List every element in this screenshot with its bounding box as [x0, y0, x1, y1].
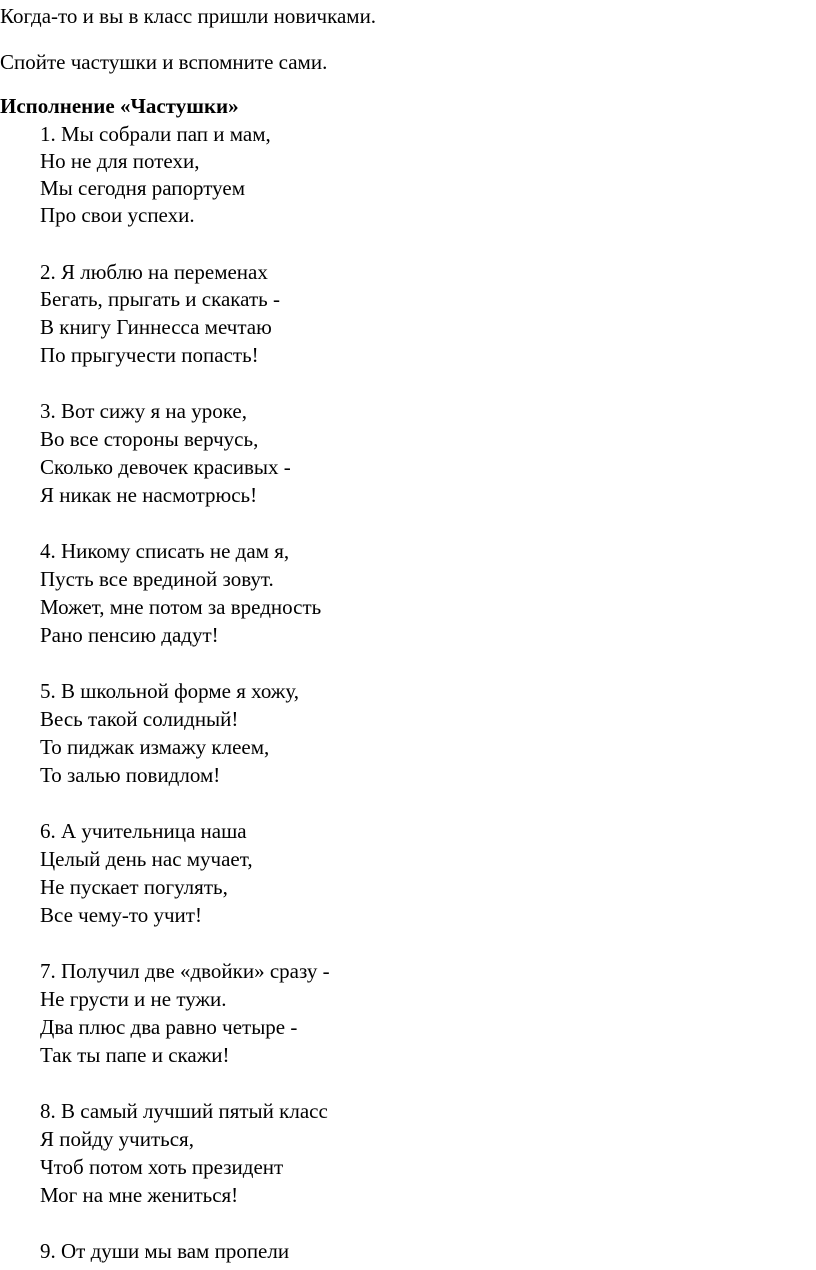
verse-line: 7. Получил две «двойки» сразу -: [40, 959, 330, 983]
verse-line: Два плюс два равно четыре -: [40, 1015, 298, 1039]
section-heading: Исполнение «Частушки»: [0, 94, 239, 118]
verse-line: Целый день нас мучает,: [40, 847, 253, 871]
verse-line: Про свои успехи.: [40, 203, 195, 227]
intro-line: Спойте частушки и вспомните сами.: [0, 50, 328, 74]
verse-line: Сколько девочек красивых -: [40, 455, 291, 479]
verse-line: 3. Вот сижу я на уроке,: [40, 399, 247, 423]
verse-line: 4. Никому списать не дам я,: [40, 539, 290, 563]
verse-line: Мог на мне жениться!: [40, 1183, 239, 1207]
verse-line: Не грусти и не тужи.: [40, 987, 227, 1011]
verse-line: Рано пенсию дадут!: [40, 623, 219, 647]
verse-line: 6. А учительница наша: [40, 819, 247, 843]
verse-line: Я никак не насмотрюсь!: [40, 483, 258, 507]
intro-line: Когда-то и вы в класс пришли новичками.: [0, 4, 377, 28]
verse-line: Все чему-то учит!: [40, 903, 202, 927]
verse-line: То пиджак измажу клеем,: [40, 735, 270, 759]
verse-line: Так ты папе и скажи!: [40, 1043, 230, 1067]
verse-line: 8. В самый лучший пятый класс: [40, 1099, 328, 1123]
verse-line: Бегать, прыгать и скакать -: [40, 287, 280, 311]
verse-line: Но не для потехи,: [40, 149, 200, 173]
verse-line: Я пойду учиться,: [40, 1127, 194, 1151]
verse-line: Пусть все врединой зовут.: [40, 567, 274, 591]
verse-line: Мы сегодня рапортуем: [40, 176, 245, 200]
verse-line: 5. В школьной форме я хожу,: [40, 679, 299, 703]
verse-line: То залью повидлом!: [40, 763, 221, 787]
verse-line: 9. От души мы вам пропели: [40, 1239, 290, 1263]
verse-line: 1. Мы собрали пап и мам,: [40, 122, 271, 146]
verse-line: Во все стороны верчусь,: [40, 427, 259, 451]
verse-line: Чтоб потом хоть президент: [40, 1155, 284, 1179]
verse-line: В книгу Гиннесса мечтаю: [40, 315, 272, 339]
verse-line: 2. Я люблю на переменах: [40, 260, 268, 284]
verse-line: По прыгучести попасть!: [40, 343, 259, 367]
verse-line: Не пускает погулять,: [40, 875, 228, 899]
verse-line: Может, мне потом за вредность: [40, 595, 322, 619]
verse-line: Весь такой солидный!: [40, 707, 239, 731]
